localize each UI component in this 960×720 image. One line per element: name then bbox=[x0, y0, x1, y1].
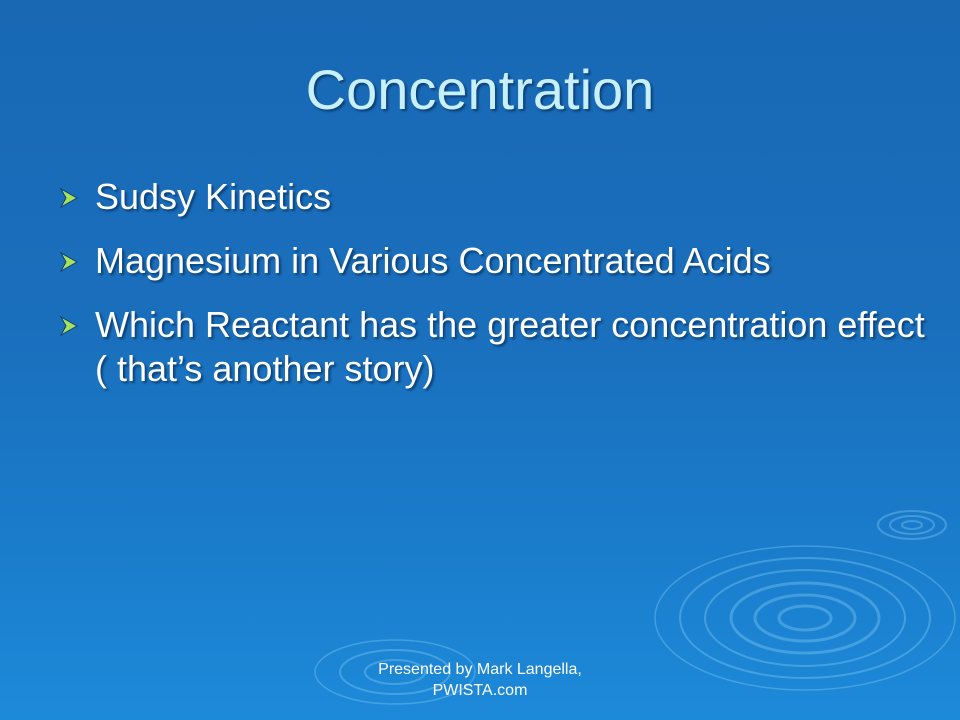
bullet-text: Sudsy Kinetics bbox=[95, 176, 332, 217]
bullet-item bbox=[58, 303, 928, 391]
bullet-item bbox=[58, 175, 928, 219]
arrowhead-bullet-icon bbox=[58, 251, 80, 273]
bullet-item bbox=[58, 239, 928, 283]
bullet-list bbox=[58, 175, 928, 411]
arrowhead-bullet-icon bbox=[58, 187, 80, 209]
slide-title: Concentration bbox=[305, 58, 655, 121]
footer-line-2: PWISTA.com bbox=[432, 682, 528, 699]
arrowhead-bullet-icon bbox=[58, 315, 80, 337]
bullet-text: Magnesium in Various Concentrated Acids bbox=[95, 240, 771, 281]
bullet-text: Which Reactant has the greater concentration effect ( that’s another story) bbox=[95, 304, 925, 389]
footer-line-1: Presented by Mark Langella, bbox=[378, 661, 582, 678]
footer-credit bbox=[330, 659, 630, 701]
